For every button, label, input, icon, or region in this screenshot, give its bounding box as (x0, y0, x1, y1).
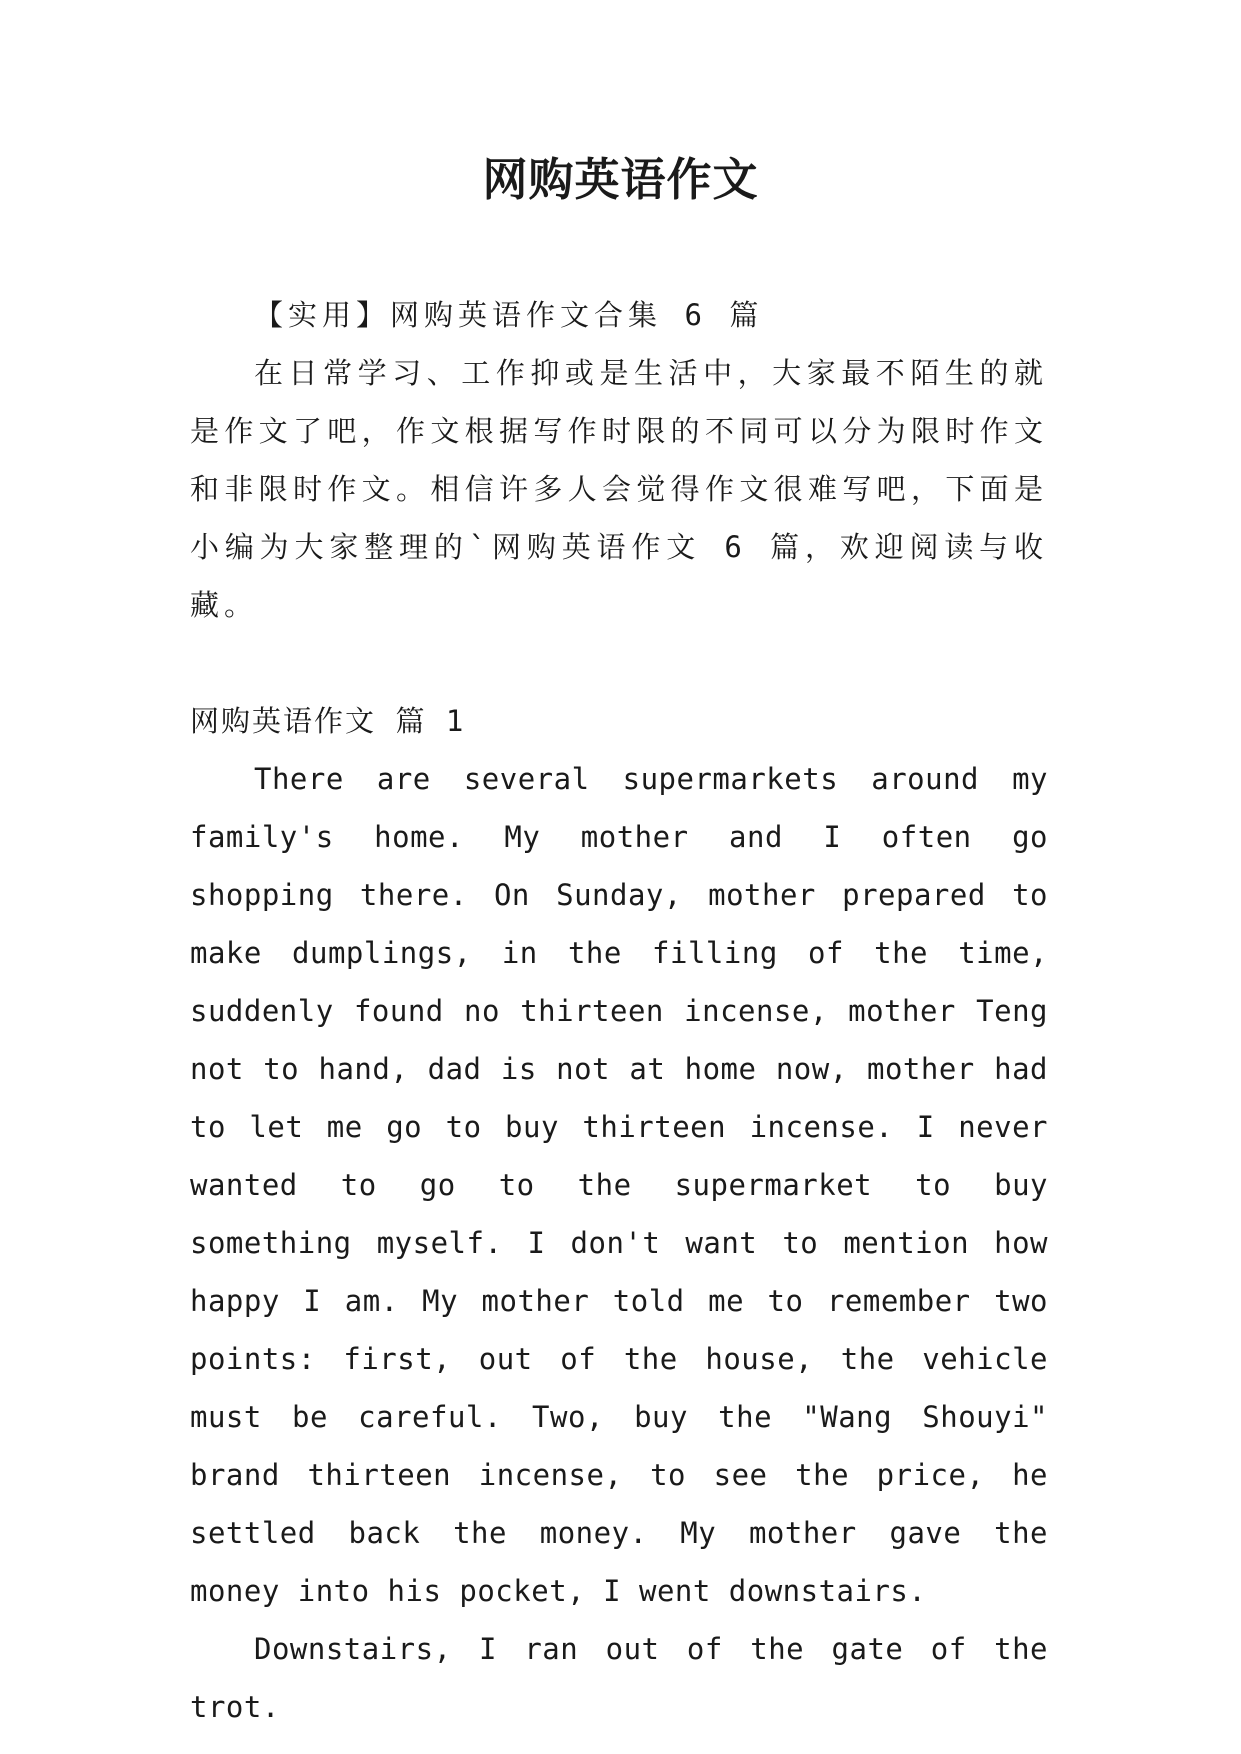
section-heading: 网购英语作文 篇 1 (190, 704, 466, 738)
document-title: 网购英语作文 (482, 153, 759, 206)
essay-paragraph-1: There are several supermarkets around my family's home. My mother and I often go shopping there. On Sunday, mother prepared to make dumplings, in the filling of the time, suddenly found no thirteen incense, mother Teng not to hand, dad is not at home now, mother had to let me go to buy thirteen incense. I never wanted to go to the supermarket to buy something myself. I don't want to mention how happy I am. My mother told me to remember two points: first, out of the house, the vehicle must be careful. Two, buy the "Wang Shouyi" brand thirteen incense, to see the price, he settled back the money. My mother gave the money into his pocket, I went downstairs. (190, 762, 1048, 1608)
document-subtitle: 【实用】网购英语作文合集 6 篇 (254, 298, 764, 332)
essay-paragraph-2: Downstairs, I ran out of the gate of the trot. (190, 1632, 1048, 1724)
intro-paragraph: 在日常学习、工作抑或是生活中，大家最不陌生的就是作文了吧，作文根据写作时限的不同可以分为限时作文和非限时作文。相信许多人会觉得作文很难写吧，下面是小编为大家整理的`网购英语作文 6 篇，欢迎阅读与收藏。 (190, 356, 1048, 622)
document-body (190, 286, 1048, 1736)
